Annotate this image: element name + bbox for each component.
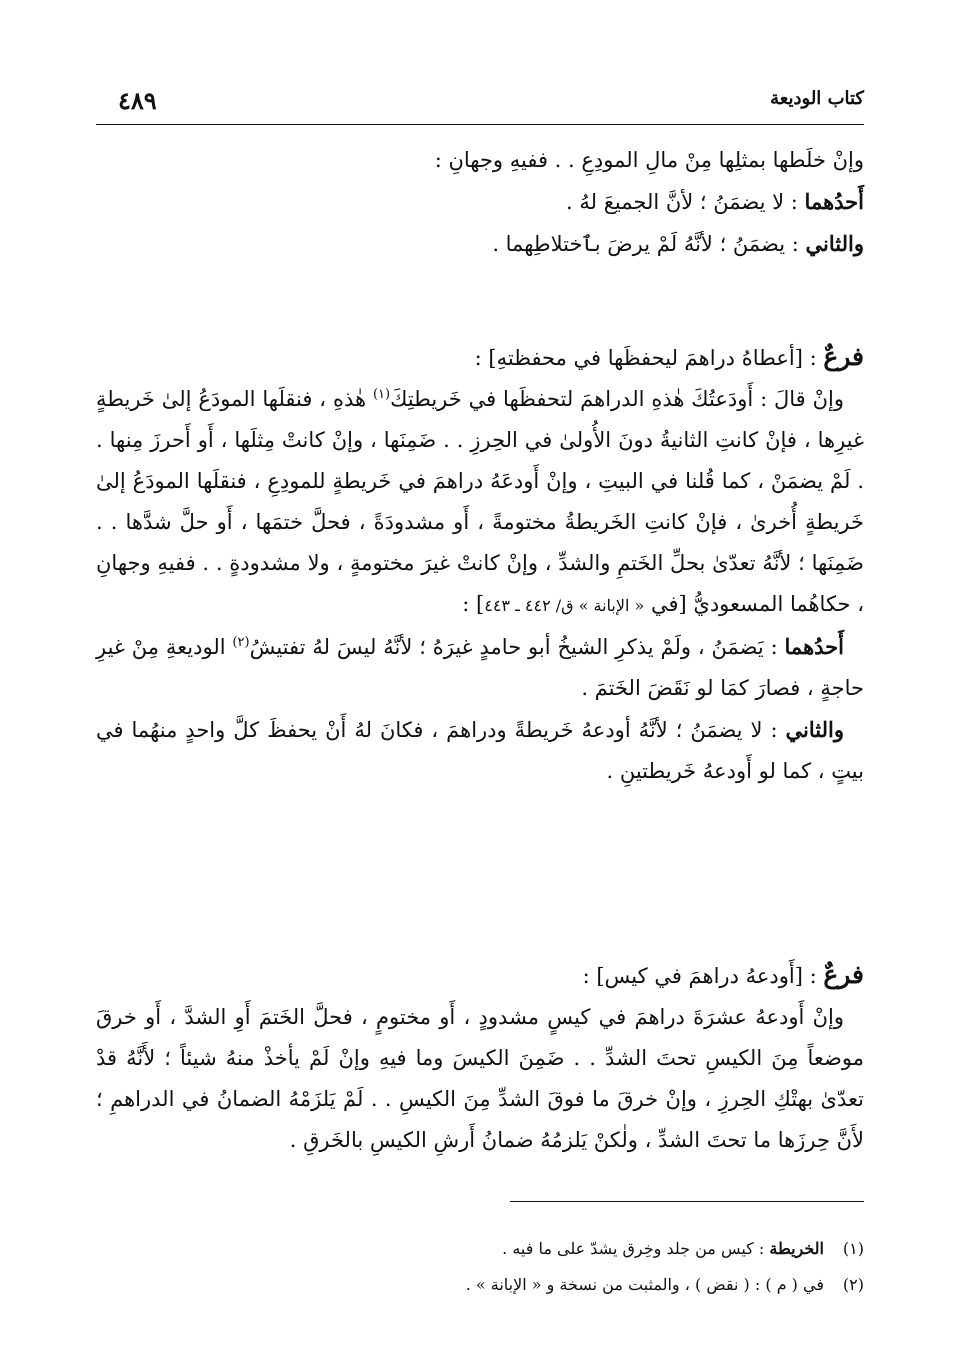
running-head xyxy=(96,86,864,120)
view-text: : لا يضمَنُ ؛ لأنَّهُ أودعهُ خَريطةً ودراهمَ ، فكانَ لهُ أَنْ يحفظَ كلَّ واحدٍ منهُما في بيتٍ ، كما لو أَودعهُ خَريطتينِ . xyxy=(96,718,864,783)
view-text: الوديعةِ مِنْ غيرِ حاجةٍ ، فصارَ كمَا لو نَقَضَ الخَتمَ . xyxy=(96,635,864,700)
section-heading xyxy=(96,954,864,997)
book-title: كتاب الوديعة xyxy=(770,88,864,109)
paragraph: وإنْ خلَطها بمثلِها مِنْ مالِ المودِعِ . . ففيهِ وجهانِ : xyxy=(434,148,864,172)
footnote-ref: (١) xyxy=(372,387,391,402)
footnote-text: : كيس من جلد وخِرق يشدّ على ما فيه . xyxy=(502,1239,770,1258)
view-text: : لا يضمَنُ ؛ لأنَّ الجميعَ لهُ . xyxy=(566,190,805,214)
far-label: فرعٌ xyxy=(823,342,864,371)
section-heading xyxy=(96,336,864,379)
view-label: أَحدُهما xyxy=(804,189,864,214)
footnote xyxy=(96,1274,864,1296)
footnote-rule xyxy=(510,1201,864,1202)
view-text: : يَضمَنُ ، ولَمْ يذكرِ الشيخُ أبو حامدٍ غيرَهُ ؛ لأنَّهُ ليسَ لهُ تفتيشُ xyxy=(249,635,785,659)
section-two xyxy=(96,336,864,792)
view-label: والثاني xyxy=(805,231,864,256)
paragraph-text: ] : xyxy=(462,592,485,616)
footnote-number: (١) xyxy=(842,1239,864,1258)
view-label: والثاني xyxy=(785,717,844,742)
citation: « الإبانة » ق/ ٤٤٢ ـ ٤٤٣ xyxy=(484,596,645,615)
view-first xyxy=(96,181,864,223)
paragraph-text: هٰذهِ ، فنقلَها المودَعُ إلىٰ خَريطةٍ غيرِها ، فإنْ كانتِ الثانيةُ دونَ الأُولىٰ في الحِرزِ . . ضَمِنَها ، وإنْ كانتْ مِثلَها ، أَو أَحرزَ مِنها . . لَمْ يضمَنْ ، كما قُلنا في البيتِ ، وإنْ أَودعَهُ دراهمَ في خَريطةٍ للمودِعِ ، فنقلَها المودَعُ إلىٰ خَريطةٍ أُخرىٰ ، فإنْ كانتِ الخَريطةُ مختومةً ، أَو مشدودَةً ، فحلَّ ختمَها ، أَو حلَّ شدَّها . . ضَمِنَها ؛ لأنَّهُ تعدّىٰ بحلِّ الخَتمِ والشدِّ ، وإنْ كانتْ غيرَ مختومةٍ ، ولا مشدودةٍ . . ففيهِ وجهانِ ، حكاهُما المسعوديُّ [في xyxy=(96,387,864,616)
page-number: ٤٨٩ xyxy=(118,86,157,115)
header-rule xyxy=(96,124,864,125)
footnote xyxy=(96,1238,864,1260)
footnote-text: في ( م ) : ( نقض ) ، والمثبت من نسخة و « الإبانة » . xyxy=(465,1275,824,1294)
footnote-number: (٢) xyxy=(842,1275,864,1294)
paragraph xyxy=(96,379,864,626)
paragraph-text: وإنْ قالَ : أَودَعتُكَ هٰذهِ الدراهمَ لتحفظَها في خَريطتِكَ xyxy=(390,387,845,411)
far-title: : [أعطاهُ دراهمَ ليحفظَها في محفظتهِ] : xyxy=(474,346,824,370)
view-text: : يضمَنُ ؛ لأنَّهُ لَمْ يرضَ بٱختلاطِهما . xyxy=(492,232,806,256)
view-label: أَحدُهما xyxy=(784,634,844,659)
footnote-term: الخريطة xyxy=(769,1239,824,1258)
view-second xyxy=(96,223,864,265)
far-title: : [أَودعهُ دراهمَ في كيس] : xyxy=(582,964,824,988)
far-label: فرعٌ xyxy=(823,960,864,989)
section-one xyxy=(96,140,864,265)
footnote-ref: (٢) xyxy=(232,635,250,650)
view-first xyxy=(96,626,864,709)
paragraph: وإنْ أَودعهُ عشرَةَ دراهمَ في كيسٍ مشدودٍ ، أَو مختومٍ ، فحلَّ الخَتمَ أَوِ الشدَّ ، أَو خرقَ موضعاً مِنَ الكيسِ تحتَ الشدِّ . . ضَمِنَ الكيسَ وما فيهِ وإنْ لَمْ يأخذْ منهُ شيئاً ؛ لأَنَّهُ قدْ تعدّىٰ بهتْكِ الحِرزِ ، وإنْ خرقَ ما فوقَ الشدِّ مِنَ الكيسِ . . لَمْ يَلزَمْهُ الضمانُ في الدراهمِ ؛ لأَنَّ حِرزَها ما تحتَ الشدِّ ، ولٰكنْ يَلزمُهُ ضمانُ أَرشِ الكيسِ بالخَرقِ . xyxy=(96,1005,864,1152)
view-second xyxy=(96,709,864,792)
section-three xyxy=(96,954,864,1161)
